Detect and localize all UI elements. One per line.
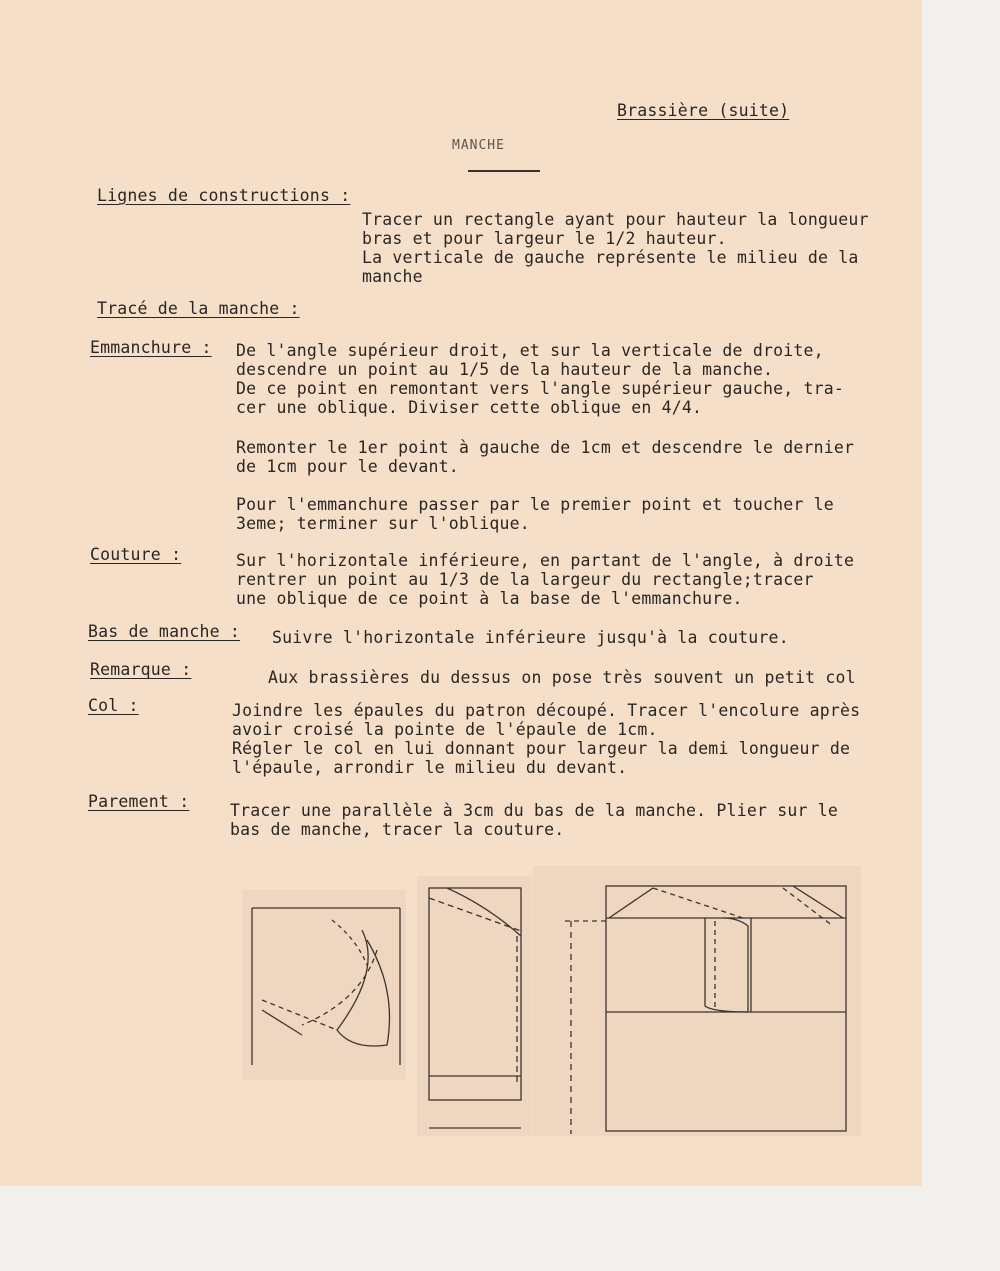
text-line: Sur l'horizontale inférieure, en partant de l'angle, à droite xyxy=(236,551,855,570)
label-trace: Tracé de la manche : xyxy=(97,299,300,318)
text-line: manche xyxy=(362,267,423,286)
label-bas-de-manche: Bas de manche : xyxy=(88,622,241,641)
label-lignes: Lignes de constructions : xyxy=(97,186,351,205)
label-couture: Couture : xyxy=(90,545,182,564)
text-remarque xyxy=(268,668,856,687)
text-line: Régler le col en lui donnant pour largeur la demi longueur de xyxy=(232,739,851,758)
label-parement: Parement : xyxy=(88,792,190,811)
text-line: cer une oblique. Diviser cette oblique en 4/4. xyxy=(236,398,703,417)
section-heading: MANCHE xyxy=(452,138,505,153)
text-line: une oblique de ce point à la base de l'emmanchure. xyxy=(236,589,743,608)
text-emmanchure xyxy=(236,341,844,417)
text-line: Remonter le 1er point à gauche de 1cm et descendre le dernier xyxy=(236,438,855,457)
text-line: De ce point en remontant vers l'angle supérieur gauche, tra- xyxy=(236,379,845,398)
text-line: Pour l'emmanchure passer par le premier point et toucher le xyxy=(236,495,834,514)
text-line: Joindre les épaules du patron découpé. Tracer l'encolure après xyxy=(232,701,861,720)
text-line: Tracer un rectangle ayant pour hauteur la longueur xyxy=(362,210,869,229)
bodice-diagram xyxy=(533,866,861,1136)
text-parement xyxy=(230,801,838,839)
text-line: La verticale de gauche représente le milieu de la xyxy=(362,248,859,267)
text-line: bras et pour largeur le 1/2 hauteur. xyxy=(362,229,727,248)
text-line: Tracer une parallèle à 3cm du bas de la manche. Plier sur le xyxy=(230,801,839,820)
text-line: de 1cm pour le devant. xyxy=(236,457,459,476)
text-line: Aux brassières du dessus on pose très souvent un petit col xyxy=(268,668,856,687)
text-col xyxy=(232,701,860,777)
text-line: Suivre l'horizontale inférieure jusqu'à la couture. xyxy=(272,628,789,647)
text-line: l'épaule, arrondir le milieu du devant. xyxy=(232,758,628,777)
heading-divider xyxy=(468,170,540,172)
text-line: descendre un point au 1/5 de la hauteur de la manche. xyxy=(236,360,774,379)
text-lignes xyxy=(362,210,869,286)
label-emmanchure: Emmanchure : xyxy=(90,338,212,357)
text-line: 3eme; terminer sur l'oblique. xyxy=(236,514,530,533)
label-remarque: Remarque : xyxy=(90,660,192,679)
text-emmanchure-3 xyxy=(236,495,834,533)
text-couture xyxy=(236,551,854,608)
text-line: bas de manche, tracer la couture. xyxy=(230,820,565,839)
label-col: Col : xyxy=(88,696,139,715)
text-emmanchure-2 xyxy=(236,438,854,476)
page-title: Brassière (suite) xyxy=(617,101,790,120)
text-line: rentrer un point au 1/3 de la largeur du rectangle;tracer xyxy=(236,570,814,589)
text-line: avoir croisé la pointe de l'épaule de 1cm. xyxy=(232,720,658,739)
text-bas-de-manche xyxy=(272,628,789,647)
sleeve-diagram xyxy=(417,876,532,1136)
text-line: De l'angle supérieur droit, et sur la verticale de droite, xyxy=(236,341,824,360)
collar-diagram xyxy=(242,890,406,1080)
